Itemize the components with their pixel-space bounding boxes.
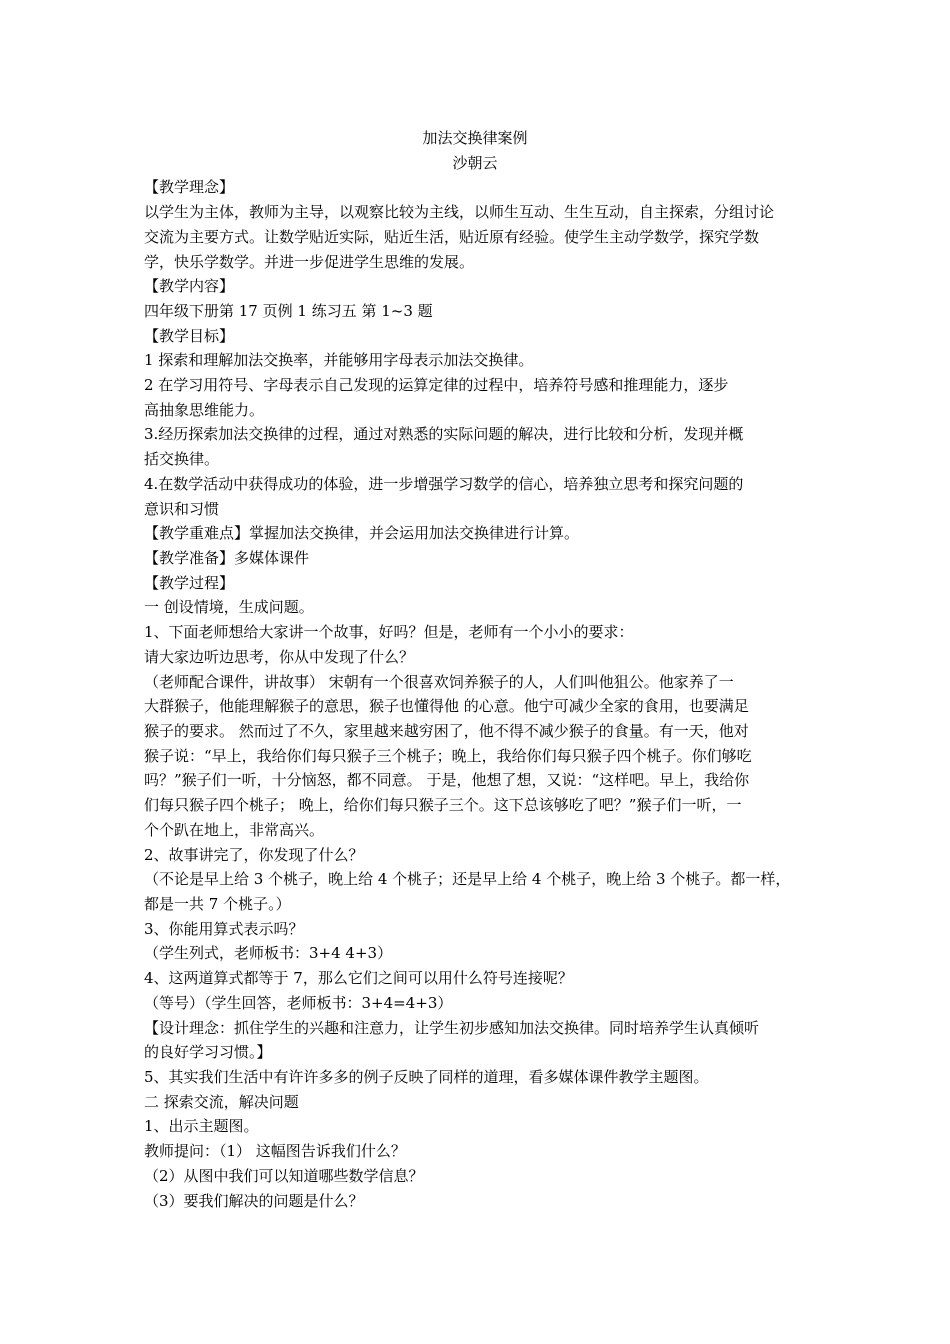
paragraph-line: 括交换律。 (144, 450, 220, 468)
section-heading-preparation: 【教学准备】多媒体课件 (144, 549, 310, 567)
paragraph-line: 2 在学习用符号、字母表示自己发现的运算定律的过程中，培养符号感和推理能力，逐步 (144, 376, 729, 394)
paragraph-line: 1、出示主题图。 (144, 1117, 259, 1135)
section-heading-teaching-goals: 【教学目标】 (144, 327, 235, 345)
paragraph-line: 大群猴子，他能理解猴子的意思，猴子也懂得他 的心意。他宁可减少全家的食用，也要满足 (144, 697, 749, 715)
paragraph-line: 1 探索和理解加法交换率，并能够用字母表示加法交换律。 (144, 351, 534, 369)
section-heading-teaching-philosophy: 【教学理念】 (144, 178, 235, 196)
section-heading-process: 【教学过程】 (144, 574, 235, 592)
paragraph-line: 都是一共 7 个桃子。） (144, 895, 291, 913)
paragraph-line: （学生列式，老师板书：3+4 4+3） (144, 944, 393, 962)
paragraph-line: 4.在数学活动中获得成功的体验，进一步增强学习数学的信心，培养独立思考和探究问题的 (144, 475, 744, 493)
paragraph-line: 学，快乐学数学。并进一步促进学生思维的发展。 (144, 253, 475, 271)
document-author: 沙朝云 (452, 154, 498, 172)
paragraph-line: 意识和习惯 (144, 500, 220, 518)
paragraph-line: 猴子的要求。 然而过了不久，家里越来越穷困了，他不得不减少猴子的食量。有一天，他对 (144, 722, 749, 740)
paragraph-line: （2）从图中我们可以知道哪些数学信息？ (144, 1167, 424, 1185)
paragraph-line: 以学生为主体，教师为主导，以观察比较为主线，以师生互动、生生互动，自主探索，分组讨论 (144, 203, 775, 221)
paragraph-line: 4、这两道算式都等于 7，那么它们之间可以用什么符号连接呢？ (144, 969, 573, 987)
paragraph-line: 3.经历探索加法交换律的过程，通过对熟悉的实际问题的解决，进行比较和分析，发现并概 (144, 425, 744, 443)
paragraph-line: （3）要我们解决的问题是什么？ (144, 1192, 364, 1210)
paragraph-line: 二 探索交流，解决问题 (144, 1093, 299, 1111)
paragraph-line: （不论是早上给 3 个桃子，晚上给 4 个桃子；还是早上给 4 个桃子，晚上给 3 个桃子。都一样， (144, 870, 791, 888)
paragraph-line: 猴子说：“早上，我给你们每只猴子三个桃子；晚上，我给你们每只猴子四个桃子。你们够吃 (144, 747, 752, 765)
paragraph-line: （等号）（学生回答，老师板书：3+4=4+3） (144, 994, 453, 1012)
paragraph-line: 交流为主要方式。让数学贴近实际，贴近生活，贴近原有经验。使学生主动学数学，探究学数 (144, 228, 760, 246)
paragraph-line: 们每只猴子四个桃子； 晚上，给你们每只猴子三个。这下总该够吃了吧？”猴子们一听，一 (144, 796, 742, 814)
paragraph-line: 1、下面老师想给大家讲一个故事，好吗？但是，老师有一个小小的要求： (144, 623, 634, 641)
paragraph-line: 的良好学习习惯。】 (144, 1043, 272, 1061)
paragraph-line: 四年级下册第 17 页例 1 练习五 第 1~3 题 (144, 302, 433, 320)
paragraph-line: 3、你能用算式表示吗？ (144, 920, 304, 938)
paragraph-line: 请大家边听边思考，你从中发现了什么？ (144, 648, 415, 666)
paragraph-line: 教师提问：（1） 这幅图告诉我们什么？ (144, 1142, 406, 1160)
document-title: 加法交换律案例 (422, 129, 528, 147)
paragraph-line: 5、其实我们生活中有许许多多的例子反映了同样的道理，看多媒体课件教学主题图。 (144, 1068, 709, 1086)
paragraph-line: 【设计理念：抓住学生的兴趣和注意力，让学生初步感知加法交换律。同时培养学生认真倾听 (144, 1019, 760, 1037)
paragraph-line: 2、故事讲完了，你发现了什么？ (144, 846, 364, 864)
paragraph-line: 吗？”猴子们一听，十分恼怒，都不同意。 于是，他想了想，又说：“这样吧。早上，我给你 (144, 771, 750, 789)
paragraph-line: 一 创设情境，生成问题。 (144, 598, 314, 616)
section-heading-teaching-content: 【教学内容】 (144, 277, 235, 295)
section-heading-key-points: 【教学重难点】掌握加法交换律，并会运用加法交换律进行计算。 (144, 524, 580, 542)
paragraph-line: 高抽象思维能力。 (144, 401, 265, 419)
paragraph-line: （老师配合课件，讲故事） 宋朝有一个很喜欢饲养猴子的人，人们叫他狙公。他家养了一 (144, 673, 734, 691)
paragraph-line: 个个趴在地上，非常高兴。 (144, 821, 325, 839)
